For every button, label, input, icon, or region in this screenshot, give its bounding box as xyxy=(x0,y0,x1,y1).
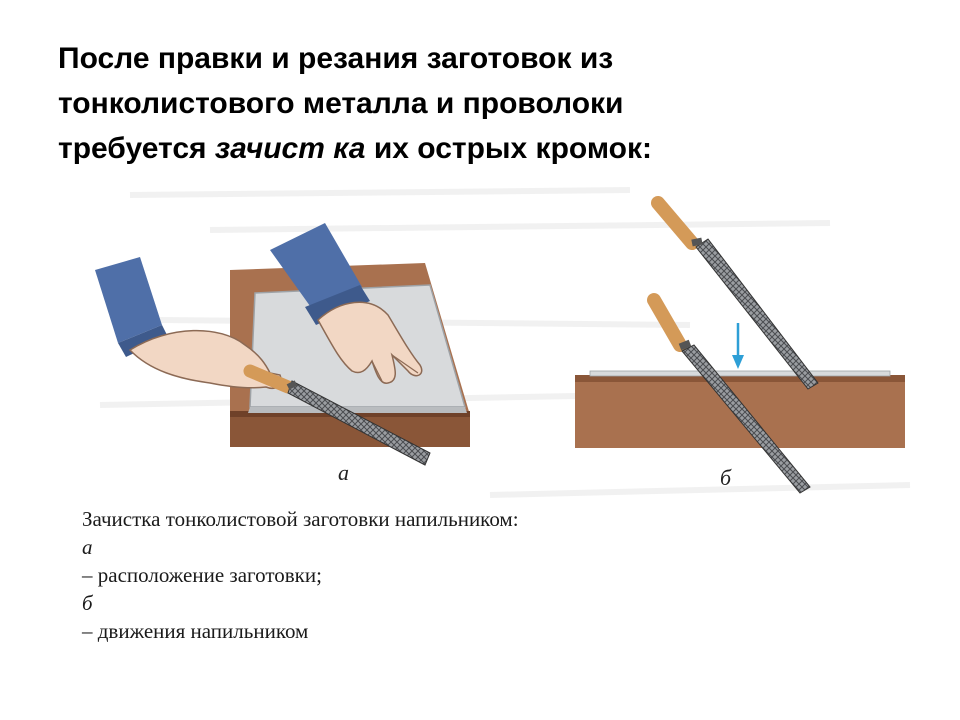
heading-emphasis: зачист ка xyxy=(214,132,366,165)
figure-label-b: б xyxy=(720,465,732,490)
figure-label-a: а xyxy=(338,460,349,485)
caption-text-b: – движения напильником xyxy=(82,619,309,643)
part-a xyxy=(95,223,470,485)
caption-line-2 xyxy=(82,533,902,645)
caption-text-a: – расположение заготовки; xyxy=(82,563,322,587)
caption-line-1: Зачистка тонколистовой заготовки напильником: xyxy=(82,507,519,531)
slide-heading xyxy=(58,36,918,171)
figure-caption xyxy=(82,505,902,645)
part-b xyxy=(575,203,905,493)
caption-label-a: а xyxy=(82,535,93,559)
caption-label-b: б xyxy=(82,591,93,615)
heading-line-3-suffix: их острых кромок: xyxy=(373,132,652,165)
heading-line-1: После правки и резания заготовок из xyxy=(58,42,614,75)
sheet-metal-b xyxy=(590,371,890,376)
downward-arrow-icon xyxy=(732,323,744,369)
heading-line-3-prefix: требуется xyxy=(58,132,207,165)
heading-line-3 xyxy=(58,126,918,171)
heading-line-2: тонколистового металла и проволоки xyxy=(58,87,624,120)
